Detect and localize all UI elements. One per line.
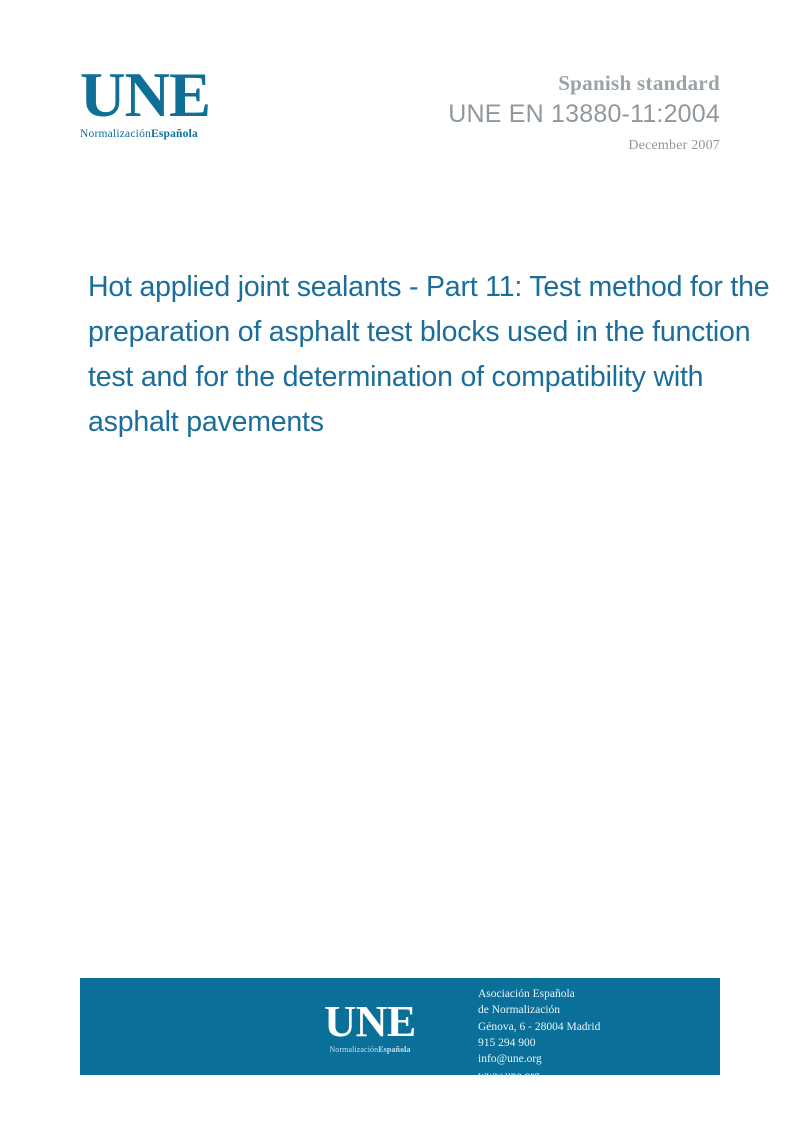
footer-phone: 915 294 900 [478,1036,536,1049]
une-logo-tagline-light: Normalización [80,127,151,140]
une-logo-tagline-bold: Española [150,127,198,140]
une-logo [80,60,270,140]
footer-address: Génova, 6 - 28004 Madrid [478,1020,601,1033]
document-title: Hot applied joint sealants - Part 11: Test method for the preparation of asphalt test blocks used in the function test and for the determination of compatibility with asphalt pavements [88,271,770,439]
publication-date: December 2007 [628,138,720,153]
une-logo-wordmark: UNE [80,60,211,130]
footer-bar [80,978,720,1082]
document-header [448,70,720,154]
footer-logo-wordmark: UNE [324,997,416,1046]
footer-logo-tagline-bold: Española [378,1045,411,1054]
footer-email[interactable]: info@une.org [478,1053,542,1066]
standard-code: UNE EN 13880-11:2004 [448,100,720,129]
une-logo-tagline [80,128,198,140]
footer-une-logo [295,997,445,1054]
footer-logo-tagline [295,1045,445,1054]
footer-org-line2: de Normalización [478,1004,561,1017]
footer-website[interactable]: www.une.org [478,1069,540,1082]
footer-logo-tagline-light: Normalización [329,1045,379,1054]
footer-org-line1: Asociación Española [478,988,575,1000]
standard-kind: Spanish standard [558,71,720,95]
footer-contact-block [478,986,600,1084]
